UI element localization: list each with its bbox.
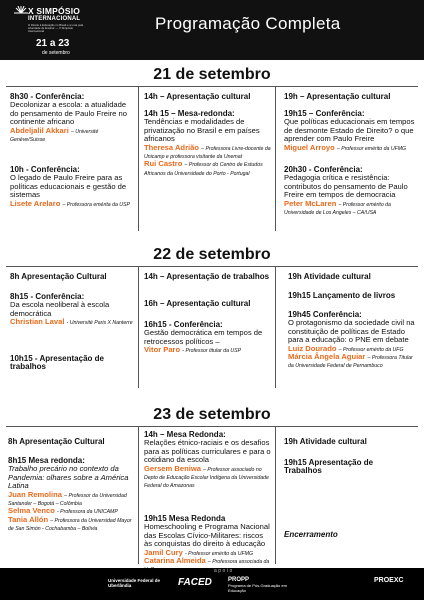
session: [284, 438, 418, 446]
session-time: 20h30 - Conferência:: [284, 165, 363, 174]
speaker-name: Selma Venco: [8, 506, 55, 516]
speaker-affiliation: – Professor associado no Depto de Educação Escolar Indígena da Universidade Federal do Amazonas: [144, 466, 269, 490]
speaker-affiliation: – Professor da Universidad Santander – Bogotá – Colômbia: [8, 492, 127, 508]
speaker-affiliation: – Professora Titular da Universidade Federal de Pernambuco: [288, 355, 413, 370]
session: [144, 300, 272, 308]
speaker-affiliation: - Professor titular da USP: [182, 348, 242, 355]
session: [144, 431, 272, 490]
session: [10, 166, 134, 208]
faced-logo: FACED: [178, 577, 212, 588]
session-topic: O legado de Paulo Freire para as políticas educacionais e gestão de sistemas: [10, 173, 127, 200]
session-topic: O protagonismo da sociedade civil na constituição de políticas de Estado para a educação: o PNE em debate: [288, 318, 415, 345]
session-topic: Pedagogia crítica e resistência: contributos do pensamento de Paulo Freire em tempos de democracia: [284, 173, 408, 200]
speaker-affiliation: - Professora da UNICAMP: [56, 509, 118, 516]
proexc-logo: PROEXC: [374, 577, 404, 584]
divider: [6, 86, 418, 87]
session: [8, 457, 136, 533]
speaker-name: Márcia Ângela Aguiar: [288, 352, 366, 362]
session-topic: Tendências e modalidades de privatização no Brasil e em países africanos: [144, 117, 260, 144]
session: [144, 321, 272, 355]
speaker-name: Peter McLaren: [284, 198, 337, 208]
ufu-logo-text: Universidade Federal de Uberlândia: [108, 578, 161, 588]
speaker-name: Gersem Beniwa: [144, 463, 201, 473]
logo-subtitle: O Direito à Educação no Brasil e a Luta pela Liberdade de Ensinar — X Simpósio Internacional: [28, 23, 84, 34]
closing-label: Encerramento: [284, 530, 338, 539]
session-time: 19h15 – Conferência:: [284, 109, 365, 118]
logo-title-line2: INTERNACIONAL: [28, 16, 81, 22]
session: [144, 110, 272, 177]
page-title: Programação Completa: [155, 14, 341, 33]
session-time: 8h15 Mesa redonda:: [8, 456, 85, 465]
session: [8, 438, 136, 446]
session: [10, 273, 134, 281]
session-time: 16h15 - Conferência:: [144, 320, 223, 329]
divider: [138, 266, 139, 388]
session-time: 10h15 - Apresentação de trabalhos: [10, 354, 104, 372]
speaker-affiliation: – Université Genève/Suisse: [10, 128, 99, 144]
session: [10, 355, 134, 372]
speaker-name: Juan Remolina: [8, 489, 63, 499]
event-logo: [6, 4, 94, 56]
divider: [138, 426, 139, 564]
speaker-name: Catarina Almeida: [144, 556, 206, 566]
divider: [275, 426, 276, 564]
session-time: 10h - Conferência:: [10, 165, 80, 174]
speaker-name: Lisete Arelaro: [10, 198, 61, 208]
session-time: 14h – Apresentação de trabalhos: [144, 272, 270, 281]
ufu-logo: [108, 578, 168, 588]
session-topic: Homeschooling e Programa Nacional das Escolas Cívico-Militares: riscos às conquistas do direito à educação: [144, 522, 270, 549]
session-time: 19h – Apresentação cultural: [284, 92, 391, 101]
speaker-name: Christian Laval: [10, 317, 65, 327]
speaker-name: Vitor Paro: [144, 345, 181, 355]
session-time: 14h 15 – Mesa-redonda:: [144, 109, 235, 118]
session: [288, 273, 418, 281]
session-topic: Da escola neoliberal à escola democrática: [10, 300, 110, 318]
session-topic: Trabalho precário no contexto da Pandemia: olhares sobre a América Latina: [8, 464, 129, 491]
logo-title-line1: X SIMPÓSIO: [28, 6, 81, 16]
session-topic: Gestão democrática em tempos de retrocessos políticos –: [144, 328, 263, 346]
session: [144, 93, 272, 101]
speaker-affiliation: – Professora associada da: [207, 559, 270, 566]
divider: [275, 266, 276, 388]
session: [284, 110, 418, 152]
divider: [275, 86, 276, 231]
day-title: 22 de setembro: [153, 246, 271, 263]
session-time: 14h – Apresentação cultural: [144, 92, 251, 101]
session: [284, 93, 418, 101]
session-time: 19h15 Apresentação de Trabalhos: [284, 458, 374, 476]
speaker-name: Abdeljalil Akkari: [10, 125, 69, 135]
session-time: 19h45 Conferência:: [288, 310, 362, 319]
propp-logo-text: PROPP: [228, 577, 250, 583]
speaker-affiliation: - Université Paris X Nanterre: [66, 320, 133, 327]
speaker-affiliation: – Professor emérito da UFG: [338, 346, 404, 353]
session: [144, 273, 272, 281]
speaker-affiliation: - Professor emérito da UFMG: [184, 550, 253, 557]
session-time: 8h15 - Conferência:: [10, 292, 85, 301]
session-topic: Decolonizar a escola: a atualidade do pensamento de Paulo Freire no continente africano: [10, 100, 127, 127]
session-time: 14h – Mesa Redonda:: [144, 430, 226, 439]
speaker-name: Miguel Arroyo: [284, 142, 335, 152]
footer: [0, 568, 424, 600]
session-time: 8h Apresentação Cultural: [8, 437, 105, 446]
speaker-name: Rui Castro: [144, 159, 183, 169]
speaker-name: Luiz Dourado: [288, 343, 337, 353]
session-time: 8h30 - Conferência:: [10, 92, 85, 101]
speaker-affiliation: – Professora Livre-docente da Unicamp e professora visitante da Unemat: [144, 145, 271, 161]
logo-month: de setembro: [42, 50, 70, 56]
logo-dates: 21 a 23: [36, 38, 70, 49]
session: [288, 311, 418, 370]
session: [284, 531, 418, 539]
sunburst-icon: [14, 6, 28, 20]
session: [288, 292, 418, 300]
divider: [6, 266, 418, 267]
session-time: 19h15 Mesa Redonda: [144, 514, 226, 523]
speaker-affiliation: – Professor emérito da UFMG: [336, 145, 407, 152]
session-time: 16h – Apresentação cultural: [144, 299, 251, 308]
divider: [138, 86, 139, 231]
support-label: apoio: [214, 568, 234, 574]
propp-subtitle: Programa de Pós-Graduação em Educação: [228, 583, 287, 593]
session: [10, 293, 134, 327]
speaker-name: Theresa Adrião: [144, 142, 200, 152]
session: [144, 515, 272, 574]
day-title: 21 de setembro: [153, 66, 271, 83]
speaker-affiliation: – Professor do Centro de Estudos Africanos da Universidade do Porto - Portugal: [144, 162, 263, 177]
session-topic: Que políticas educacionais em tempos de desmonte Estado de Direito? o que aprender com Paulo Freire: [284, 117, 415, 144]
speaker-affiliation: – Professora da Universidad Mayor de San Simón - Cochabamba – Bolívia: [8, 517, 132, 533]
speaker-name: Jamil Cury: [144, 547, 183, 557]
session: [284, 459, 394, 476]
session-time: 8h Apresentação Cultural: [10, 272, 107, 281]
speaker-affiliation: – Professor emérito da Universidade de Los Angeles – CA/USA: [284, 201, 391, 217]
divider: [6, 426, 418, 427]
propp-logo: [228, 577, 298, 593]
session-time: 19h Atividade cultural: [288, 272, 371, 281]
header: [0, 0, 424, 60]
session: [10, 93, 134, 143]
speaker-name: Tania Allón: [8, 514, 49, 524]
day-title: 23 de setembro: [153, 406, 271, 423]
speaker-affiliation: – Professora emérita da USP: [62, 201, 130, 208]
session: [284, 166, 418, 216]
session-time: 19h Atividade cultural: [284, 437, 367, 446]
session-topic: Relações étnico-raciais e os desafios para as políticas curriculares e para o cotidiano da escola: [144, 438, 271, 465]
session-time: 19h15 Lançamento de livros: [288, 291, 396, 300]
